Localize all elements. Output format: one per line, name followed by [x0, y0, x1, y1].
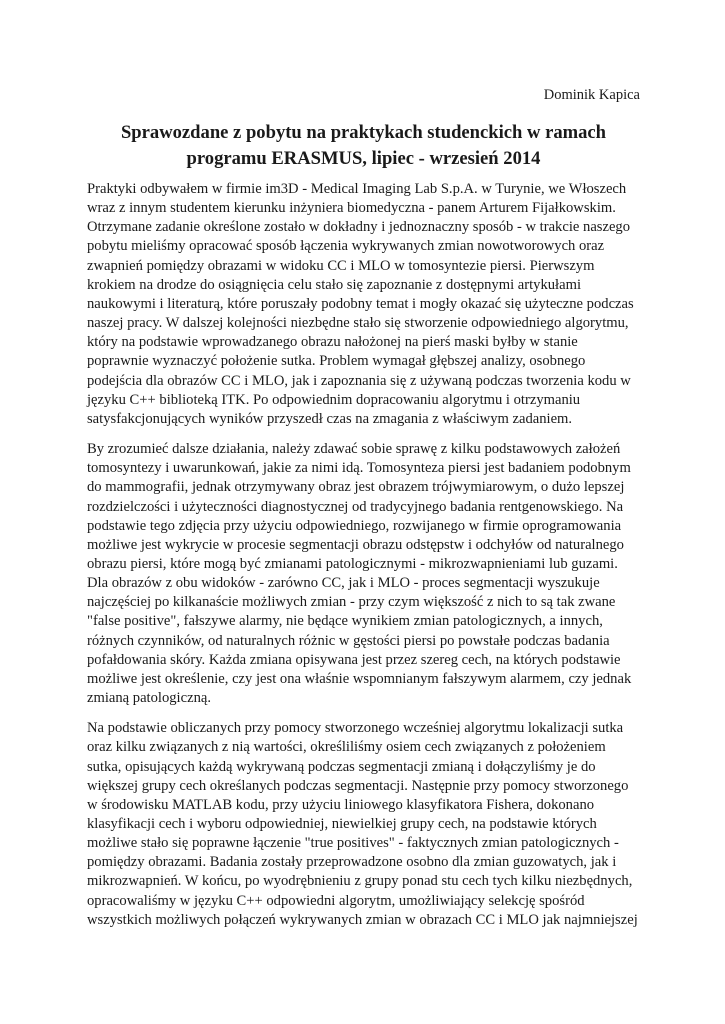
text-line: Dla obrazów z obu widoków - zarówno CC, jak i MLO - proces segmentacji wyszukuje	[87, 575, 600, 592]
text-line: krokiem na drodze do osiągnięcia celu stało się zapoznanie z dostępnymi artykułami	[87, 276, 581, 293]
text-line: możliwe jest określenie, czy jest ona właśnie wspomnianym fałszywym alarmem, czy jednak	[87, 670, 632, 687]
text-line: możliwe stało się poprawne łączenie "true positives" - faktycznych zmian patologicznych -	[87, 835, 619, 852]
text-line: Otrzymane zadanie określone zostało w dokładny i jednoznaczny sposób - w trakcie naszego	[87, 219, 631, 236]
text-line: wraz z innym studentem kierunku inżyniera biomedyczna - panem Arturem Fijałkowskim.	[87, 200, 616, 217]
text-line: Na podstawie obliczanych przy pomocy stworzonego wcześniej algorytmu lokalizacji sutka	[87, 720, 624, 737]
text-line: oraz kilku związanych z nią wartości, określiliśmy osiem cech związanych z położeniem	[87, 739, 606, 756]
text-line: zmianą patologiczną.	[87, 690, 211, 707]
text-line: opracowaliśmy w języku C++ odpowiedni algorytm, umożliwiający selekcję spośród	[87, 892, 585, 909]
text-line: możliwe jest wykrycie w procesie segmentacji obrazu odstępstw i odchyłów od naturalnego	[87, 536, 624, 553]
text-line: By zrozumieć dalsze działania, należy zdawać sobie sprawę z kilku podstawowych założeń	[87, 441, 621, 458]
text-line: satysfakcjonujących wyników przyszedł czas na zmagania z właściwym zadaniem.	[87, 410, 573, 427]
document-page	[87, 0, 640, 1024]
body-text	[87, 180, 640, 941]
text-line: "false positive", fałszywe alarmy, nie będące wynikiem zmian patologicznych, a innych,	[87, 613, 603, 630]
text-line: pobytu mieliśmy opracować sposób łączenia wykrywanych zmian nowotworowych oraz	[87, 238, 605, 255]
text-line: zwapnień pomiędzy obrazami w widoku CC i MLO w tomosyntezie piersi. Pierwszym	[87, 257, 595, 274]
text-line: obrazu piersi, które mogą być zmianami patologicznymi - mikrozwapnieniami lub guzami.	[87, 555, 618, 572]
text-line: wszystkich możliwych połączeń wykrywanych zmian w obrazach CC i MLO jak najmniejszej	[87, 911, 638, 928]
text-line: rozdzielczości i użyteczności diagnostycznej od tradycyjnego badania rentgenowskiego. Na	[87, 498, 624, 515]
paragraph-1	[87, 180, 640, 429]
text-line: klasyfikacji cech i wyboru odpowiedniej, niewielkiej grupy cech, na podstawie których	[87, 816, 597, 832]
text-line: większej grupy cech określanych podczas segmentacji. Następnie przy pomocy stworzonego	[87, 777, 629, 794]
paragraph-3	[87, 719, 640, 930]
author-name: Dominik Kapica	[543, 87, 640, 103]
text-line: pomiędzy obrazami. Badania zostały przeprowadzone osobno dla zmian guzowatych, jak i	[87, 854, 617, 871]
text-line: do mammografii, jednak otrzymywany obraz jest obrazem trójwymiarowym, o dużo lepszej	[87, 479, 625, 496]
text-line: Praktyki odbywałem w firmie im3D - Medical Imaging Lab S.p.A. w Turynie, we Włoszech	[87, 181, 627, 197]
text-line: języku C++ biblioteką ITK. Po odpowiednim dopracowaniu algorytmu i otrzymaniu	[87, 391, 581, 408]
text-line: podstawie tego zdjęcia przy użyciu odpowiedniego, rozwijanego w firmie oprogramowania	[87, 517, 622, 534]
text-line: różnych czynników, od naturalnych różnic w gęstości piersi po powstałe podczas badania	[87, 632, 610, 649]
title-line: programu ERASMUS, lipiec - wrzesień 2014	[186, 148, 541, 169]
text-line: tomosyntezy i uwarunkowań, jakie za nimi idą. Tomosynteza piersi jest badaniem podobnym	[87, 460, 631, 477]
text-line: mikrozwapnień. W końcu, po wyodrębnieniu z grupy ponad stu cech tych kilku niezbędnych,	[87, 873, 633, 890]
text-line: podejścia dla obrazów CC i MLO, jak i zapoznania się z używaną podczas tworzenia kodu w	[87, 372, 631, 389]
title-line: Sprawozdane z pobytu na praktykach studenckich w ramach	[120, 122, 607, 143]
paragraph-2	[87, 440, 640, 708]
text-line: najczęściej po kilkanaście możliwych zmian - przy czym większość z nich to są tak zwane	[87, 594, 616, 611]
text-line: poprawnie wyznaczyć położenie sutka. Problem wymagał głębszej analizy, osobnego	[87, 353, 586, 370]
text-line: który na podstawie wprowadzanego obrazu nałożonej na pierś maski byłby w stanie	[87, 334, 578, 351]
text-line: naukowymi i literaturą, które poruszały podobny temat i mogły okazać się użyteczne podczas	[87, 295, 634, 312]
text-line: w środowisku MATLAB kodu, przy użyciu liniowego klasyfikatora Fishera, dokonano	[87, 796, 595, 813]
text-line: sutka, opisujących każdą wykrywaną podczas segmentacji zmianą i dołączyliśmy je do	[87, 758, 596, 775]
text-line: pofałdowania skóry. Każda zmiana opisywana jest przez szereg cech, na których podstawie	[87, 651, 621, 668]
document-title	[87, 120, 640, 172]
text-line: naszej pracy. W dalszej kolejności niezbędne stało się stworzenie odpowiedniego algorytmu,	[87, 315, 629, 332]
